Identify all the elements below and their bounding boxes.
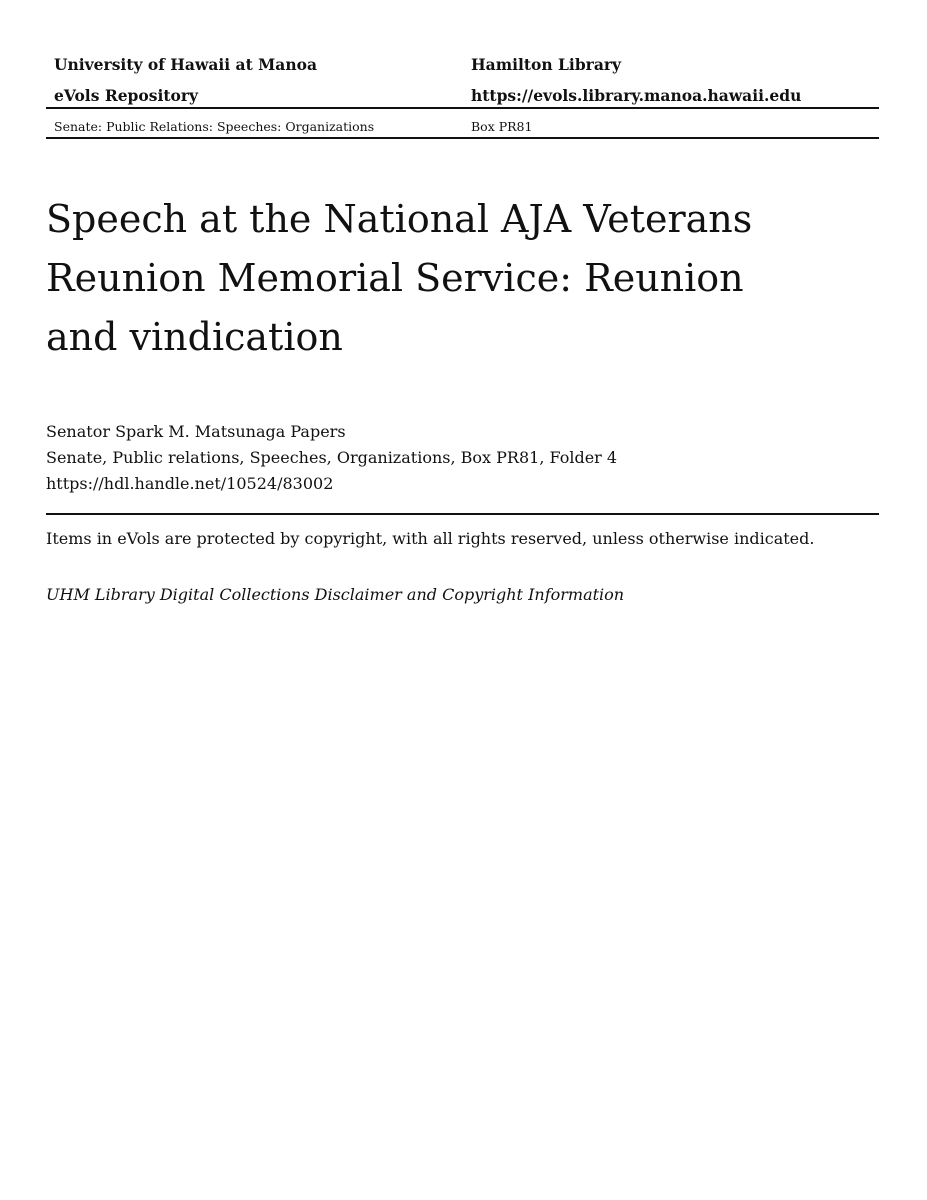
folder-location: Senate, Public relations, Speeches, Organizations, Box PR81, Folder 4 bbox=[46, 448, 618, 467]
library-name: Hamilton Library bbox=[471, 55, 622, 74]
title-line: Speech at the National AJA Veterans bbox=[46, 197, 753, 241]
title-line: Reunion Memorial Service: Reunion bbox=[46, 256, 744, 300]
box-label: Box PR81 bbox=[471, 119, 533, 134]
institution-name: University of Hawaii at Manoa bbox=[54, 55, 317, 74]
copyright-notice: Items in eVols are protected by copyright, with all rights reserved, unless otherwise indicated. bbox=[46, 529, 815, 548]
title-line: and vindication bbox=[46, 315, 343, 359]
disclaimer-link[interactable]: UHM Library Digital Collections Disclaimer and Copyright Information bbox=[46, 585, 625, 604]
repository-url-link[interactable]: https://evols.library.manoa.hawaii.edu bbox=[471, 86, 802, 105]
header-divider-top bbox=[46, 107, 879, 109]
handle-link[interactable]: https://hdl.handle.net/10524/83002 bbox=[46, 474, 334, 493]
document-title bbox=[46, 190, 806, 367]
collection-name: Senator Spark M. Matsunaga Papers bbox=[46, 422, 346, 441]
series-path: Senate: Public Relations: Speeches: Organizations bbox=[54, 119, 375, 134]
footer-divider bbox=[46, 513, 879, 515]
repository-name: eVols Repository bbox=[54, 86, 199, 105]
header-divider-bottom bbox=[46, 137, 879, 139]
